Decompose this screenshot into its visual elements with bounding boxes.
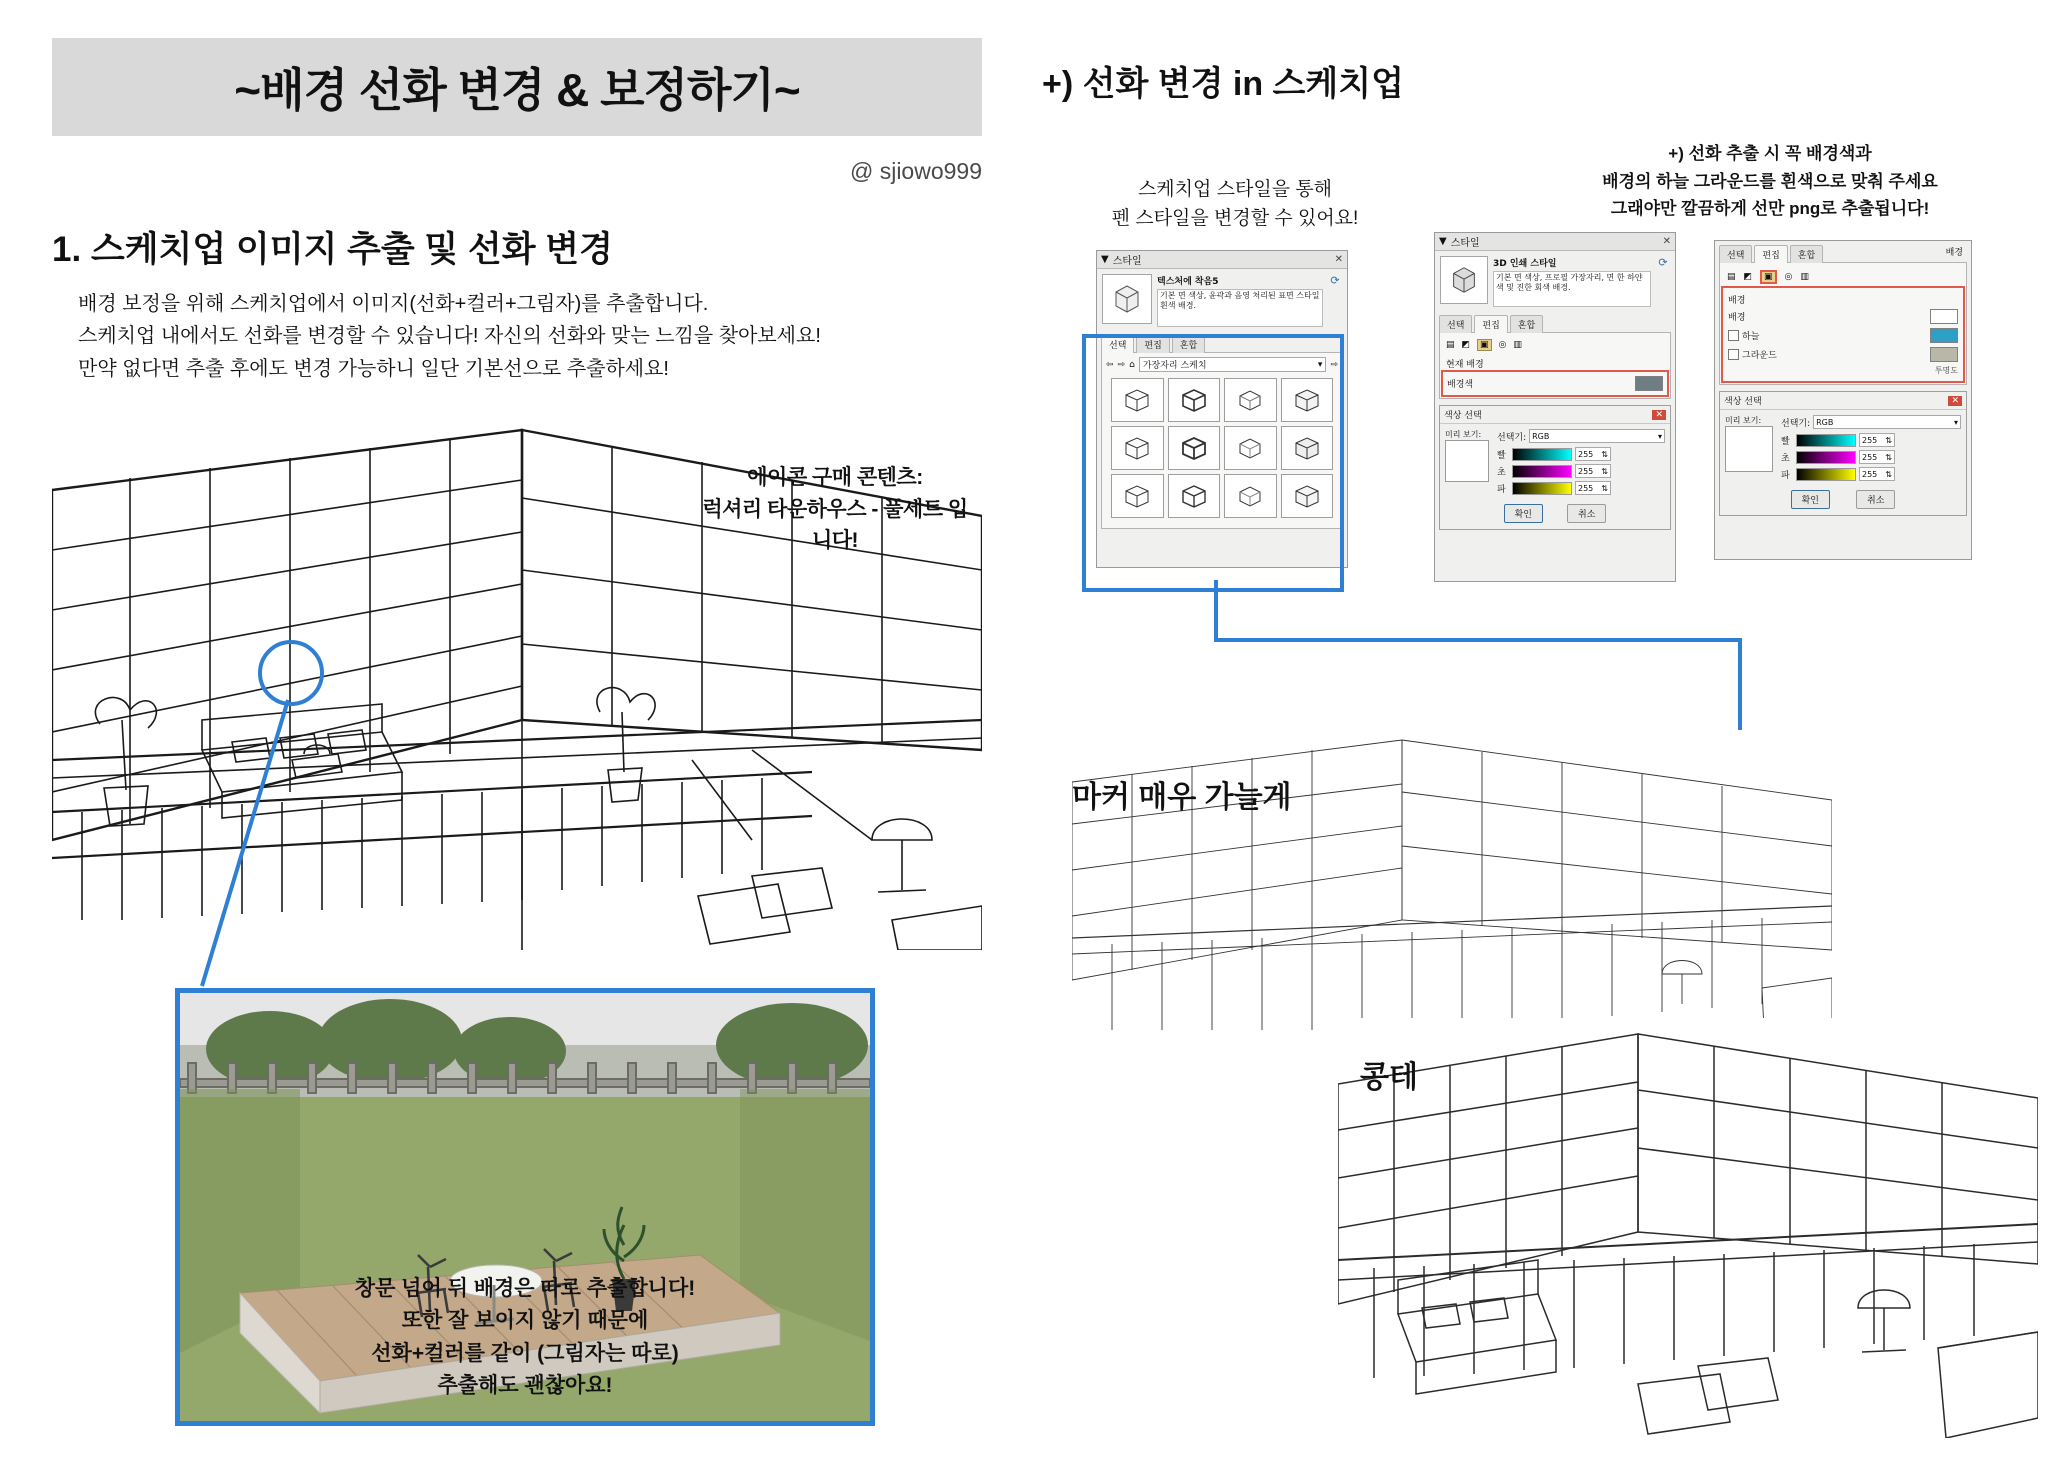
note-background-text xyxy=(1560,140,1980,223)
background-dialog-toolbar[interactable] xyxy=(1724,267,1962,289)
channel-row-g-right[interactable] xyxy=(1781,450,1961,464)
render-caption xyxy=(180,1273,870,1403)
background-group-label: 배경 xyxy=(1728,296,1746,306)
close-icon[interactable]: ✕ xyxy=(1662,236,1671,247)
background-color-row[interactable] xyxy=(1444,373,1666,394)
style-edit-preset-desc: 기본 면 색상, 프로필 가장자리, 면 한 하얀색 및 진한 회색 배경. xyxy=(1493,271,1651,307)
channel-label-b-right: 파 xyxy=(1781,470,1790,481)
cube-icon xyxy=(1110,282,1144,316)
ok-button[interactable]: 확인 xyxy=(1504,504,1543,523)
sky-swatch[interactable] xyxy=(1930,328,1958,343)
tab-select[interactable]: 선택 xyxy=(1439,315,1472,333)
section-1-line-1: 배경 보정을 위해 스케치업에서 이미지(선화+컬러+그림자)를 추출합니다. xyxy=(78,293,709,315)
lineart-callout xyxy=(700,462,970,557)
author-handle: @ sjiowo999 xyxy=(849,158,982,184)
note-bg-line-3: 그래야만 깔끔하게 선만 png로 추출됩니다! xyxy=(1610,199,1930,219)
ground-row[interactable] xyxy=(1728,347,1958,362)
tab-mix[interactable]: 혼합 xyxy=(1790,245,1823,263)
channel-value-g[interactable] xyxy=(1575,464,1611,478)
stepper-icon[interactable]: ⇅ xyxy=(1601,466,1608,476)
note-bg-line-1: +) 선화 추출 시 꼭 배경색과 xyxy=(1668,144,1872,163)
ground-swatch[interactable] xyxy=(1930,347,1958,362)
connector-line-left xyxy=(180,698,290,998)
picker-mode-value: RGB xyxy=(1532,431,1550,441)
right-section-title: +) 선화 변경 in 스케치업 xyxy=(1042,65,1404,103)
forward-arrow-icon[interactable]: ⇨ xyxy=(1117,359,1126,370)
close-icon[interactable]: ✕ xyxy=(1948,396,1962,406)
background-tab-right-label: 배경 xyxy=(1945,248,1963,258)
sky-checkbox[interactable] xyxy=(1728,330,1739,341)
lineart-callout-line-2: 럭셔리 타운하우스 - 풀세트 입니다! xyxy=(702,497,968,552)
style-collection-value: 가장자리 스케치 xyxy=(1142,361,1207,371)
close-icon[interactable]: ✕ xyxy=(1334,254,1343,265)
stepper-icon[interactable]: ⇅ xyxy=(1601,449,1608,459)
background-settings-icon[interactable]: ▣ xyxy=(1760,270,1777,284)
background-settings-dialog[interactable] xyxy=(1714,240,1972,560)
note-style-line-2: 펜 스타일을 변경할 수 있어요! xyxy=(1111,208,1359,230)
channel-gradient-r-right[interactable] xyxy=(1796,434,1856,447)
background-row-label: 배경 xyxy=(1728,313,1746,323)
channel-row-b-right[interactable] xyxy=(1781,467,1961,481)
channel-value-r[interactable] xyxy=(1575,447,1611,461)
channel-gradient-g-right[interactable] xyxy=(1796,451,1856,464)
section-1-title: 1. 스케치업 이미지 추출 및 선화 변경 xyxy=(52,230,613,269)
channel-value-g-text: 255 xyxy=(1578,466,1594,476)
color-preview-swatch-right xyxy=(1725,426,1773,472)
style-dialog-highlight-box xyxy=(1082,334,1344,592)
style-edit-preview-thumb xyxy=(1440,256,1488,304)
channel-row-r-right[interactable] xyxy=(1781,433,1961,447)
background-color-label: 배경색 xyxy=(1447,380,1474,390)
channel-label-b: 파 xyxy=(1497,484,1506,495)
channel-gradient-r[interactable] xyxy=(1512,448,1572,461)
watermark-settings-icon[interactable]: ◎ xyxy=(1784,272,1793,282)
color-picker-dialog[interactable] xyxy=(1439,405,1671,530)
channel-label-r-right: 빨 xyxy=(1781,436,1790,447)
refresh-icon[interactable]: ⟳ xyxy=(1330,274,1340,287)
edge-settings-icon[interactable]: ▤ xyxy=(1727,272,1736,282)
face-settings-icon[interactable]: ◩ xyxy=(1461,340,1471,350)
channel-value-g-right-text: 255 xyxy=(1862,452,1878,462)
cancel-button[interactable]: 취소 xyxy=(1567,504,1606,523)
channel-value-b-right-text: 255 xyxy=(1862,469,1878,479)
style-edit-preset-name: 3D 인쇄 스타일 xyxy=(1493,259,1557,269)
lineart-callout-line-1: 에이콘 구매 콘텐츠: xyxy=(747,466,923,489)
stepper-icon[interactable]: ⇅ xyxy=(1885,435,1892,445)
page-title-banner xyxy=(52,38,982,136)
channel-row-g[interactable] xyxy=(1497,464,1665,478)
channel-label-g-right: 초 xyxy=(1781,453,1790,464)
tab-edit[interactable]: 편집 xyxy=(1754,245,1787,263)
channel-gradient-g[interactable] xyxy=(1512,465,1572,478)
picker-label: 선택기: xyxy=(1497,432,1527,443)
channel-label-r: 빨 xyxy=(1497,450,1506,461)
stepper-icon[interactable]: ⇅ xyxy=(1885,452,1892,462)
channel-value-b-right[interactable] xyxy=(1859,467,1895,481)
collapse-arrow-icon[interactable]: ▼ xyxy=(1101,254,1109,265)
modeling-settings-icon[interactable]: ▥ xyxy=(1800,272,1809,282)
style-edit-dialog[interactable] xyxy=(1434,232,1676,582)
background-swatch[interactable] xyxy=(1930,309,1958,324)
note-bg-line-2: 배경의 하늘 그라운드를 흰색으로 맞춰 주세요 xyxy=(1602,171,1938,191)
render-caption-line-4: 추출해도 괜찮아요! xyxy=(437,1374,613,1398)
channel-row-b[interactable] xyxy=(1497,481,1665,495)
home-icon[interactable]: ⌂ xyxy=(1129,359,1135,370)
channel-gradient-b-right[interactable] xyxy=(1796,468,1856,481)
style-preset-name: 텍스처에 착음5 xyxy=(1157,277,1219,287)
color-picker-title-right: 색상 선택 xyxy=(1724,397,1762,407)
tab-edit[interactable]: 편집 xyxy=(1136,335,1169,353)
sketchup-render-panel xyxy=(175,988,875,1426)
tab-mix[interactable]: 혼합 xyxy=(1510,315,1543,333)
color-picker-dialog-right[interactable] xyxy=(1719,391,1967,516)
render-caption-line-2: 또한 잘 보이지 않기 때문에 xyxy=(401,1309,649,1333)
transparency-label: 투명도 xyxy=(1934,366,1958,375)
lineart-conte-svg xyxy=(1338,1018,2038,1438)
cube-icon xyxy=(1448,264,1480,296)
channel-value-b-text: 255 xyxy=(1578,483,1594,493)
style-edit-toolbar[interactable] xyxy=(1444,337,1666,355)
details-arrow-icon[interactable]: ⇨ xyxy=(1330,359,1338,370)
background-row[interactable] xyxy=(1728,309,1958,324)
collapse-arrow-icon[interactable]: ▼ xyxy=(1439,236,1447,247)
style-dialog-title: 스타일 xyxy=(1112,256,1142,267)
watermark-settings-icon[interactable]: ◎ xyxy=(1498,340,1507,350)
marker-label: 마커 매우 가늘게 xyxy=(1072,781,1292,814)
render-caption-line-1: 창문 넘어 뒤 배경은 따로 추출합니다! xyxy=(354,1276,696,1300)
edge-settings-icon[interactable]: ▤ xyxy=(1446,340,1455,350)
background-color-swatch[interactable] xyxy=(1635,376,1663,391)
tab-select[interactable]: 선택 xyxy=(1101,335,1134,353)
sky-row[interactable] xyxy=(1728,328,1958,343)
ground-label: 그라운드 xyxy=(1742,351,1777,361)
color-picker-title: 색상 선택 xyxy=(1444,411,1482,421)
modeling-settings-icon[interactable]: ▥ xyxy=(1513,340,1522,350)
refresh-icon[interactable]: ⟳ xyxy=(1658,256,1668,269)
channel-value-r-right-text: 255 xyxy=(1862,435,1878,445)
style-preset-desc: 기본 면 색상, 윤곽과 음영 처리된 표면 스타일 흰색 배경. xyxy=(1157,289,1323,327)
chevron-down-icon[interactable]: ▾ xyxy=(1317,359,1323,370)
ground-checkbox[interactable] xyxy=(1728,349,1739,360)
background-dialog-tabs[interactable] xyxy=(1715,241,1971,263)
chevron-down-icon[interactable]: ▾ xyxy=(1657,431,1662,441)
stepper-icon[interactable]: ⇅ xyxy=(1885,469,1892,479)
channel-value-r-text: 255 xyxy=(1578,449,1594,459)
picker-label-right: 선택기: xyxy=(1781,418,1811,429)
picker-mode-value-right: RGB xyxy=(1816,417,1834,427)
section-1-line-2: 스케치업 내에서도 선화를 변경할 수 있습니다! 자신의 선화와 맞는 느낌을 찾아보세요! xyxy=(78,325,821,348)
channel-label-g: 초 xyxy=(1497,467,1506,478)
close-icon[interactable]: ✕ xyxy=(1652,410,1666,420)
channel-value-b[interactable] xyxy=(1575,481,1611,495)
note-style-text xyxy=(1090,175,1380,234)
focus-circle-marker xyxy=(258,640,324,706)
back-arrow-icon[interactable]: ⇦ xyxy=(1106,359,1114,370)
current-background-label: 현재 배경 xyxy=(1446,360,1484,370)
chevron-down-icon[interactable]: ▾ xyxy=(1953,417,1958,427)
style-edit-titlebar xyxy=(1435,233,1675,251)
style-preview-thumb xyxy=(1102,274,1152,324)
section-1-body xyxy=(78,288,978,385)
sky-label: 하늘 xyxy=(1742,332,1760,342)
channel-value-g-right[interactable] xyxy=(1859,450,1895,464)
cancel-button-right[interactable]: 취소 xyxy=(1856,490,1895,509)
style-dialog-titlebar xyxy=(1097,251,1347,269)
face-settings-icon[interactable]: ◩ xyxy=(1743,272,1753,282)
tab-edit[interactable]: 편집 xyxy=(1474,315,1507,333)
conte-label: 콩테 xyxy=(1360,1061,1418,1094)
preview-label-right: 미리 보기: xyxy=(1725,416,1762,425)
style-edit-tabs[interactable] xyxy=(1435,312,1675,333)
channel-value-r-right[interactable] xyxy=(1859,433,1895,447)
channel-gradient-b[interactable] xyxy=(1512,482,1572,495)
preview-label: 미리 보기: xyxy=(1445,430,1482,439)
note-style-line-1: 스케치업 스타일을 통해 xyxy=(1137,179,1333,200)
page-title: ~배경 선화 변경 & 보정하기~ xyxy=(234,64,800,116)
tab-mix[interactable]: 혼합 xyxy=(1172,335,1205,353)
color-picker-titlebar xyxy=(1440,406,1670,424)
tab-select[interactable]: 선택 xyxy=(1719,245,1752,263)
background-settings-icon[interactable]: ▣ xyxy=(1477,339,1492,351)
color-preview-swatch xyxy=(1445,440,1489,482)
style-edit-title: 스타일 xyxy=(1450,238,1480,249)
color-picker-titlebar-right xyxy=(1720,392,1966,410)
picker-mode-select-right[interactable] xyxy=(1813,415,1961,429)
channel-row-r[interactable] xyxy=(1497,447,1665,461)
render-caption-line-3: 선화+컬러를 같이 (그림자는 따로) xyxy=(371,1341,679,1365)
section-1-line-3: 만약 없다면 추출 후에도 변경 가능하니 일단 기본선으로 추출하세요! xyxy=(78,357,669,380)
lineart-conte-panel xyxy=(1338,1018,2038,1438)
stepper-icon[interactable]: ⇅ xyxy=(1601,483,1608,493)
ok-button-right[interactable]: 확인 xyxy=(1791,490,1830,509)
picker-mode-select[interactable] xyxy=(1529,429,1665,443)
